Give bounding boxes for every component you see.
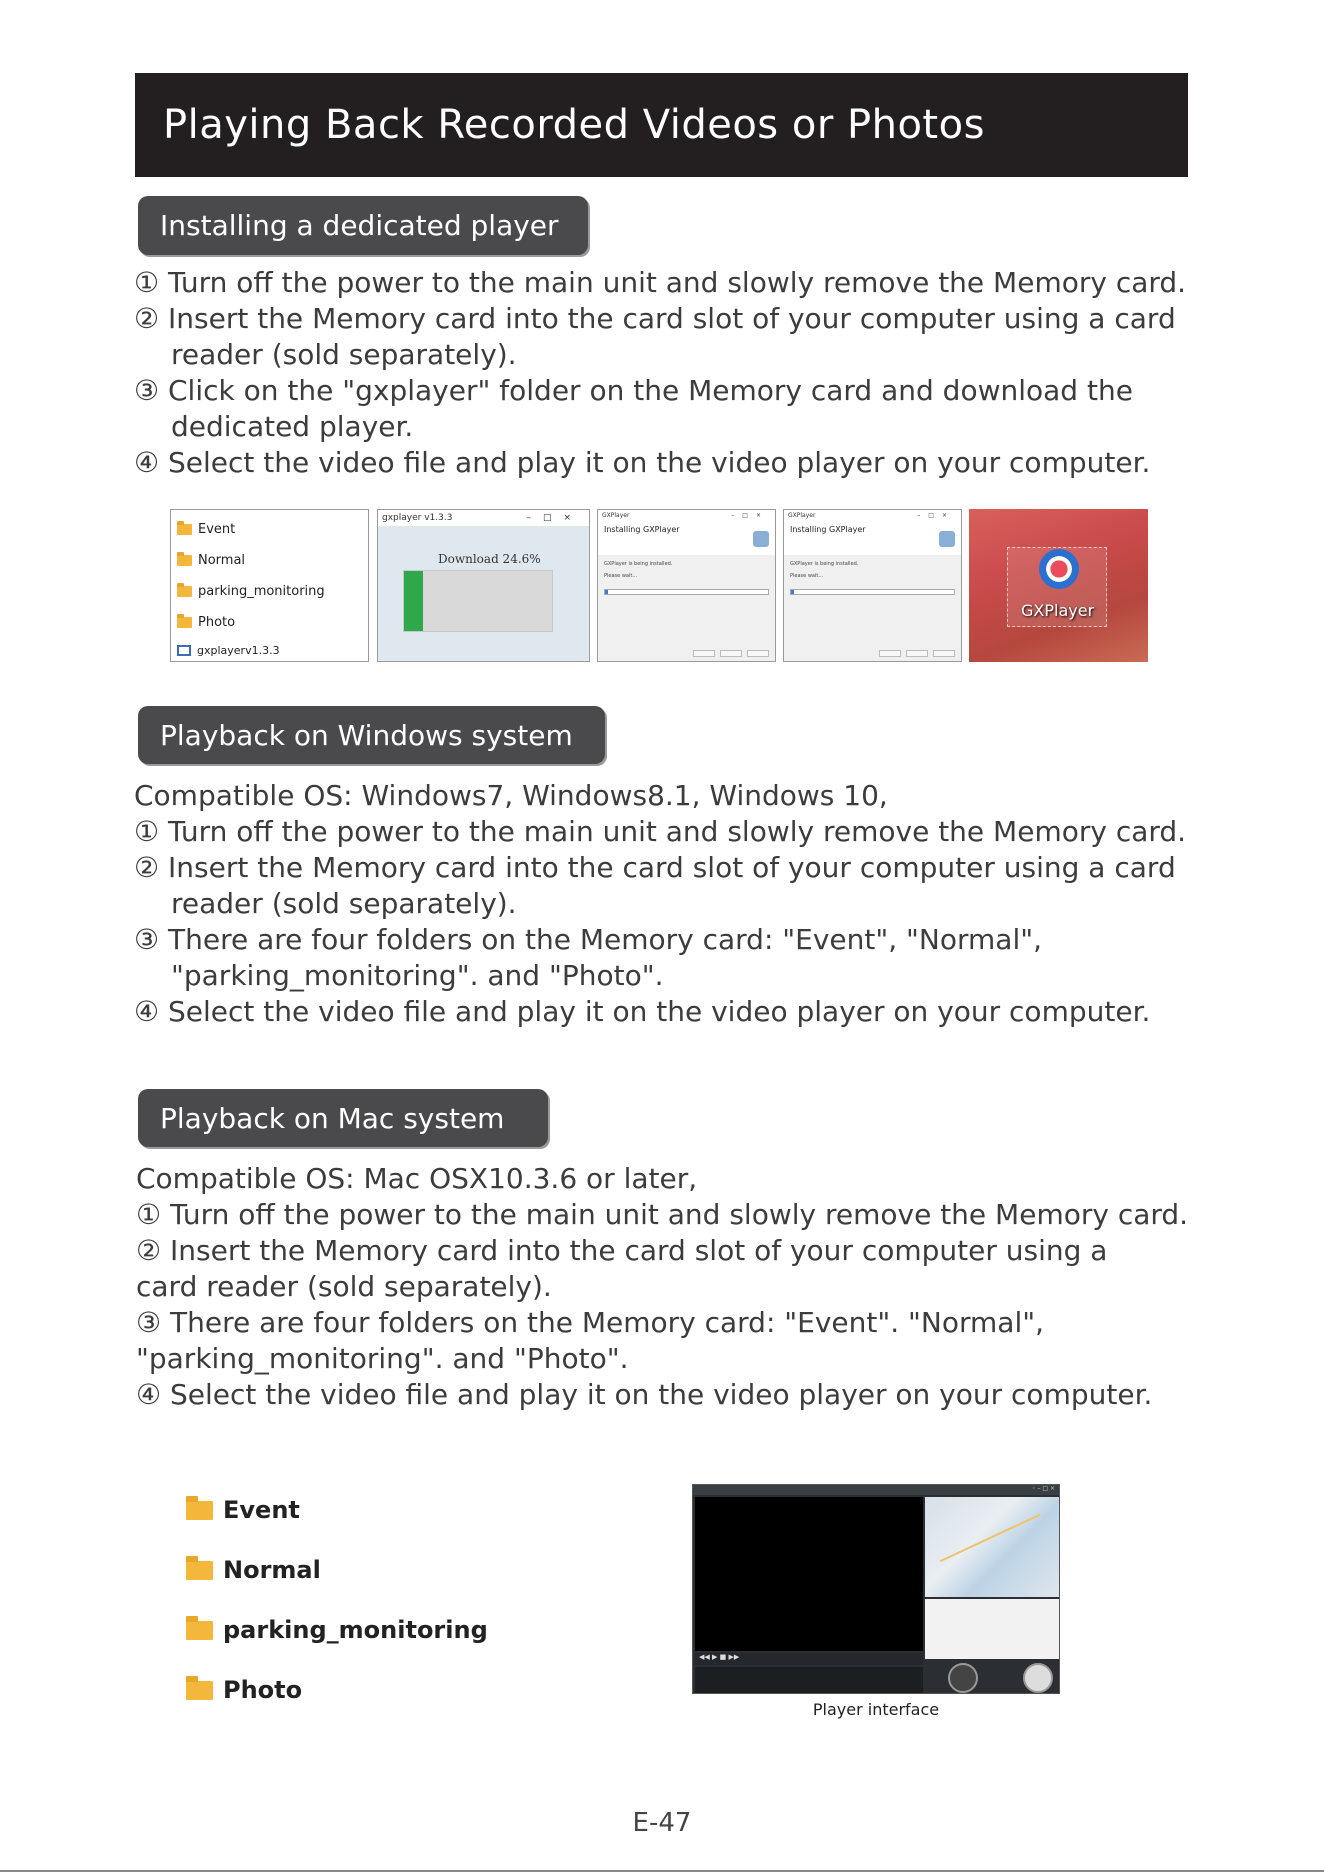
install-step-2: ② Insert the Memory card into the card slot of your computer using a card: [134, 302, 1176, 335]
mac-compatible-os: Compatible OS: Mac OSX10.3.6 or later,: [136, 1162, 698, 1195]
windows-step-3-cont: "parking_monitoring". and "Photo".: [171, 959, 664, 992]
installer-file-item: gxplayerv1.3.3: [171, 638, 368, 662]
installer-header: Installing GXPlayer: [784, 521, 961, 555]
player-side-panel: [925, 1599, 1059, 1659]
download-window-screenshot: [377, 509, 590, 662]
mac-step-2-cont: card reader (sold separately).: [136, 1270, 552, 1303]
player-window-controls-icon: ◦ – □ ×: [693, 1485, 1059, 1495]
installer-status: GXPlayer is being installed.: [604, 561, 673, 567]
windows-steps: [134, 778, 1186, 1030]
windows-step-4: ④ Select the video file and play it on the video player on your computer.: [134, 995, 1151, 1028]
folder-icon: [177, 617, 192, 628]
installer-buttons: [693, 650, 769, 657]
installer-buttons: [879, 650, 955, 657]
install-steps: [134, 265, 1186, 481]
folder-item: Photo: [186, 1660, 488, 1720]
mac-folder-list: [186, 1480, 488, 1720]
player-graph-area: [695, 1667, 923, 1693]
mac-step-2: ② Insert the Memory card into the card slot of your computer using a: [136, 1234, 1108, 1267]
installer-logo-icon: [753, 531, 769, 547]
install-step-1: ① Turn off the power to the main unit and slowly remove the Memory card.: [134, 266, 1187, 299]
window-controls-icon: –□×: [917, 512, 955, 519]
player-controls-icon: ◀◀ ▶ ■ ▶▶: [695, 1653, 923, 1665]
mac-step-3: ③ There are four folders on the Memory card: "Event". "Normal",: [136, 1306, 1045, 1339]
install-step-2-cont: reader (sold separately).: [171, 338, 517, 371]
installer-window-screenshot: [597, 509, 776, 662]
folder-item: Photo: [171, 607, 368, 638]
installer-wait: Please wait...: [604, 573, 638, 579]
install-step-4: ④ Select the video file and play it on the video player on your computer.: [134, 446, 1151, 479]
folder-icon: [186, 1621, 213, 1640]
mac-step-3-cont: "parking_monitoring". and "Photo".: [136, 1342, 629, 1375]
application-icon: [177, 645, 191, 656]
mac-step-4: ④ Select the video file and play it on the video player on your computer.: [136, 1378, 1153, 1411]
folder-icon: [186, 1501, 213, 1520]
window-titlebar: gxplayer v1.3.3 –□×: [378, 510, 589, 526]
download-progress-bar: [403, 570, 553, 632]
window-titlebar: GXPlayer –□×: [598, 510, 775, 521]
mac-step-1: ① Turn off the power to the main unit and slowly remove the Memory card.: [136, 1198, 1189, 1231]
player-video-area: [695, 1497, 923, 1651]
folder-list-screenshot: [170, 509, 369, 662]
install-step-3: ③ Click on the "gxplayer" folder on the Memory card and download the: [134, 374, 1133, 407]
installer-progress-bar: [604, 589, 769, 595]
section-heading-windows: Playback on Windows system: [138, 706, 605, 764]
folder-item: parking_monitoring: [186, 1600, 488, 1660]
desktop-shortcut-screenshot: [969, 509, 1148, 662]
window-controls-icon: –□×: [731, 512, 769, 519]
folder-icon: [177, 586, 192, 597]
window-titlebar: GXPlayer –□×: [784, 510, 961, 521]
windows-step-2-cont: reader (sold separately).: [171, 887, 517, 920]
gxplayer-logo-icon: [1039, 549, 1079, 589]
windows-step-2: ② Insert the Memory card into the card slot of your computer using a card: [134, 851, 1176, 884]
installer-logo-icon: [939, 531, 955, 547]
installer-header: Installing GXPlayer: [598, 521, 775, 555]
windows-step-3: ③ There are four folders on the Memory card: "Event", "Normal",: [134, 923, 1043, 956]
compass-icon: [1023, 1663, 1053, 1693]
folder-icon: [186, 1681, 213, 1700]
window-controls-icon: –□×: [526, 513, 583, 523]
install-step-3-cont: dedicated player.: [171, 410, 414, 443]
folder-item: parking_monitoring: [171, 576, 368, 607]
folder-icon: [177, 524, 192, 535]
windows-step-1: ① Turn off the power to the main unit and slowly remove the Memory card.: [134, 815, 1187, 848]
mac-steps: [136, 1161, 1188, 1413]
installer-window-screenshot-2: [783, 509, 962, 662]
download-progress-fill: [404, 571, 423, 631]
folder-icon: [177, 555, 192, 566]
installer-progress-bar: [790, 589, 955, 595]
folder-item: Normal: [186, 1540, 488, 1600]
folder-item: Event: [186, 1480, 488, 1540]
player-caption: Player interface: [812, 1700, 940, 1719]
desktop-icon-label: GXPlayer: [1021, 601, 1095, 620]
installer-status: GXPlayer is being installed.: [790, 561, 859, 567]
page-title: Playing Back Recorded Videos or Photos: [135, 73, 1188, 177]
player-map-area: [925, 1497, 1059, 1597]
installer-wait: Please wait...: [790, 573, 824, 579]
folder-item: Event: [171, 514, 368, 545]
folder-icon: [186, 1561, 213, 1580]
windows-compatible-os: Compatible OS: Windows7, Windows8.1, Windows 10,: [134, 779, 888, 812]
page-number: E-47: [632, 1808, 692, 1838]
download-progress-text: Download 24.6%: [438, 552, 541, 566]
section-heading-install: Installing a dedicated player: [138, 196, 588, 255]
speed-gauge-icon: [948, 1663, 978, 1693]
folder-item: Normal: [171, 545, 368, 576]
section-heading-mac: Playback on Mac system: [138, 1089, 548, 1147]
player-interface-screenshot: [692, 1484, 1060, 1694]
